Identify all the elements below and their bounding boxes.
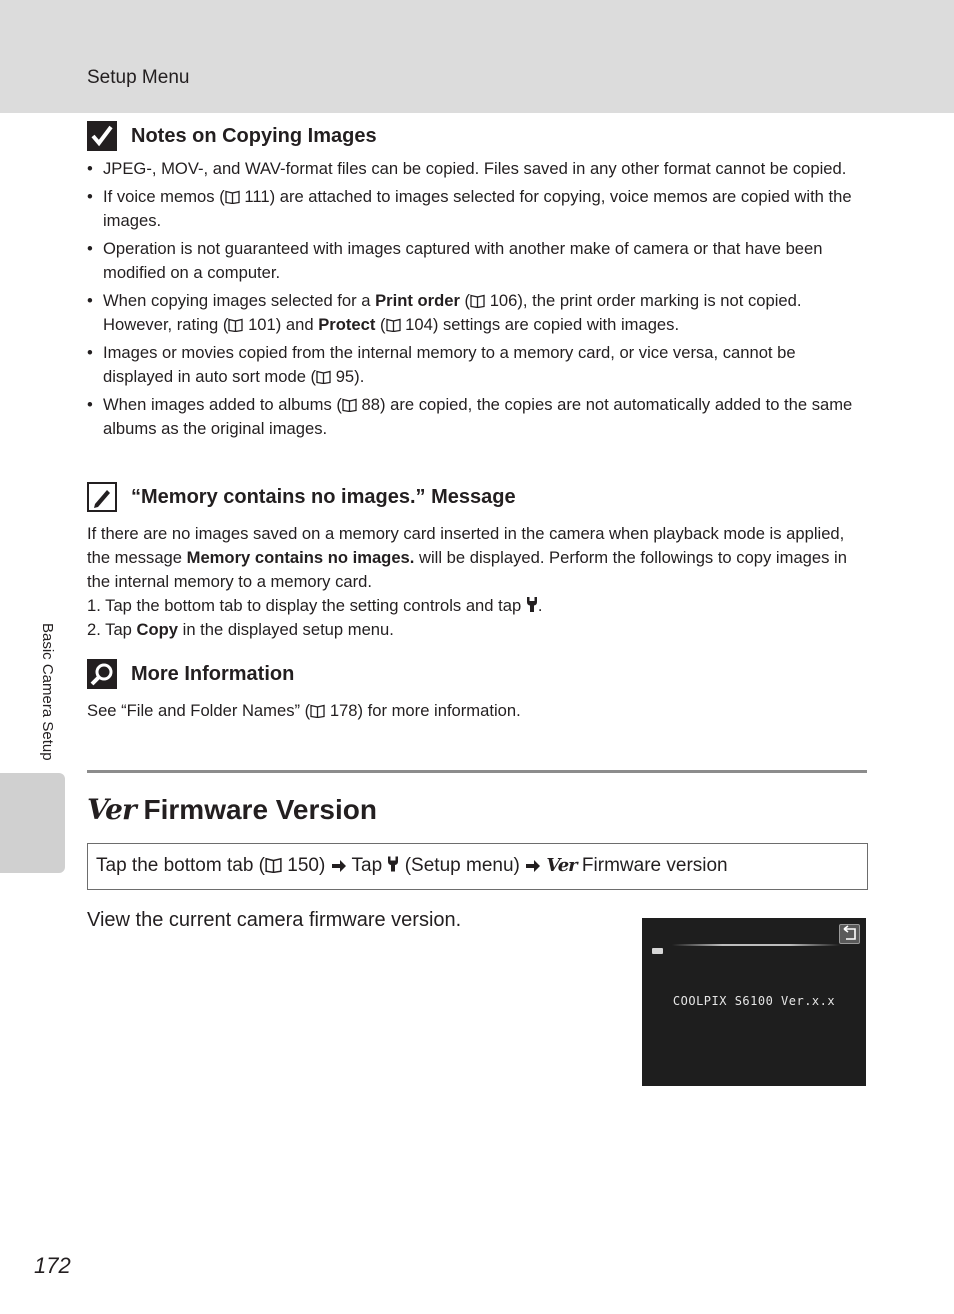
list-item: • Images or movies copied from the internal memory to a memory card, or vice versa, cannot be displayed in auto sort mode ( 95).	[87, 341, 867, 389]
notes-copying-title: Notes on Copying Images	[131, 124, 377, 147]
magnifier-note-icon	[87, 659, 117, 689]
list-item: • If voice memos ( 111) are attached to images selected for copying, voice memos are copied with the images.	[87, 185, 867, 233]
arrow-right-icon	[331, 859, 347, 873]
more-info-title: More Information	[131, 662, 295, 685]
memory-message-step-1: 1. Tap the bottom tab to display the setting controls and tap .	[87, 596, 543, 615]
wrench-icon	[526, 596, 538, 613]
notes-copying-heading	[87, 121, 377, 151]
memory-message-paragraph: If there are no images saved on a memory card inserted in the camera when playback mode is applied, the message Memory contains no images. will be displayed. Perform the followings to copy images in the internal memory to a memory card.	[87, 524, 847, 591]
arrow-right-icon	[525, 859, 541, 873]
page-reference-icon	[225, 190, 240, 204]
memory-message-title: “Memory contains no images.” Message	[131, 485, 516, 508]
memory-message-heading	[87, 482, 516, 512]
firmware-description: View the current camera firmware version.	[87, 909, 462, 931]
page-reference-icon	[470, 294, 485, 308]
section-divider	[87, 770, 867, 773]
side-section-label	[36, 623, 56, 793]
list-item: • JPEG-, MOV-, and WAV-format files can be copied. Files saved in any other format cannot be copied.	[87, 157, 867, 181]
wrench-icon	[387, 855, 399, 873]
list-item: • When images added to albums ( 88) are copied, the copies are not automatically added to the same albums as the original images.	[87, 393, 867, 441]
page-reference-icon	[316, 370, 331, 384]
firmware-version-readout: COOLPIX S6100 Ver.x.x	[672, 994, 836, 1008]
page-reference-icon	[265, 857, 282, 873]
memory-message-step-2: 2. Tap Copy in the displayed setup menu.	[87, 620, 394, 639]
notes-copying-list	[87, 157, 867, 445]
list-item: • When copying images selected for a Print order ( 106), the print order marking is not copied. However, rating ( 101) and Protect ( 104) settings are copied with images.	[87, 289, 867, 337]
more-info-paragraph: See “File and Folder Names” ( 178) for more information.	[87, 701, 521, 720]
side-section-label-text: Basic Camera Setup	[39, 623, 56, 761]
page-reference-icon	[386, 318, 401, 332]
header-title: Setup Menu	[87, 67, 190, 88]
list-item: • Operation is not guaranteed with images captured with another make of camera or that have been modified on a computer.	[87, 237, 867, 285]
page-reference-icon	[228, 318, 243, 332]
battery-icon	[652, 948, 663, 954]
firmware-ver-icon: Ver	[87, 793, 136, 826]
page-number: 172	[34, 1253, 71, 1278]
page-reference-icon	[342, 398, 357, 412]
header-band	[0, 0, 954, 113]
back-icon	[839, 924, 860, 944]
pencil-note-icon	[87, 482, 117, 512]
page-reference-icon	[310, 704, 325, 718]
firmware-ver-icon: Ver	[546, 855, 577, 876]
checkmark-note-icon	[87, 121, 117, 151]
navigation-path-box: Tap the bottom tab ( 150) Tap (Setup menu) Ver Firmware version	[87, 843, 868, 890]
camera-screen-illustration	[642, 918, 866, 1086]
side-section-tab	[0, 773, 65, 873]
more-info-heading	[87, 659, 294, 689]
screen-divider-line	[672, 944, 840, 946]
firmware-section-title: Ver Firmware Version	[87, 793, 377, 826]
